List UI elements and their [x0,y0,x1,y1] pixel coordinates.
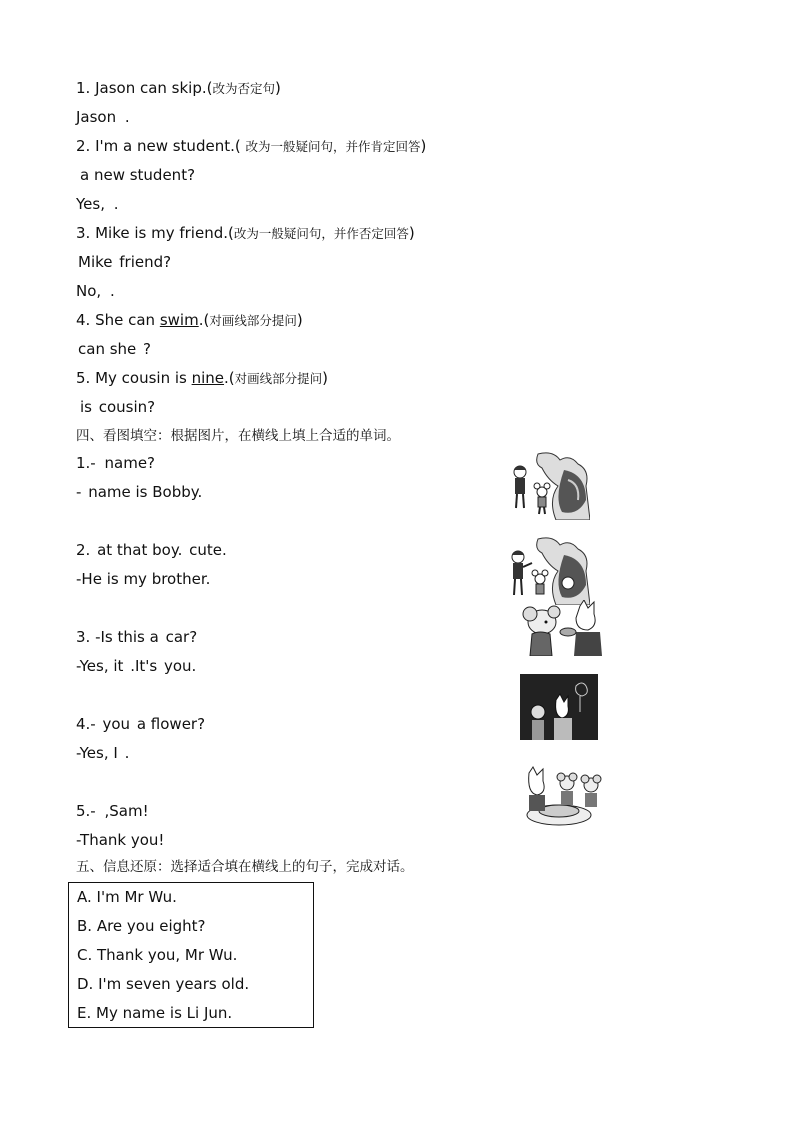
q5-answer: is cousin? [80,398,156,416]
option-c: C. Thank you, Mr Wu. [77,946,238,964]
q1-answer: Jason . [76,108,130,126]
q4-answer: can she ? [78,340,151,358]
picture-4-children-at-blackboard [518,672,600,742]
picture-3-mouse-and-cat-with-toy-car [520,600,602,656]
picture-5-birthday-party [515,765,605,829]
p4-q5-line1: 5.- ,Sam! [76,802,149,820]
q2-answer-2: Yes, . [76,195,119,213]
p4-q1-line1: 1.- name? [76,454,156,472]
q3-answer-1: Mike friend? [78,253,172,271]
option-d: D. I'm seven years old. [77,975,250,993]
p4-q5-line2: -Thank you! [76,831,165,849]
picture-2-boy-and-mouse-by-tree [498,535,590,605]
section-5-heading: 五、信息还原：选择适合填在横线上的句子，完成对话。 [76,859,414,875]
section-4-heading: 四、看图填空：根据图片，在横线上填上合适的单词。 [76,428,400,444]
p4-q2-line1: 2. at that boy. cute. [76,541,227,559]
q3-prompt: 3. Mike is my friend.(改为一般疑问句，并作否定回答) [76,224,415,242]
option-a: A. I'm Mr Wu. [77,888,177,906]
q4-prompt: 4. She can swim.(对画线部分提问) [76,311,303,329]
p4-q3-line1: 3. -Is this a car? [76,628,198,646]
p4-q1-line2: - name is Bobby. [76,483,203,501]
q3-answer-2: No, . [76,282,115,300]
p4-q4-line2: -Yes, I . [76,744,130,762]
p4-q3-line2: -Yes, it .It's you. [76,657,197,675]
picture-1-boy-and-mouse-by-tree [498,450,590,520]
q5-prompt: 5. My cousin is nine.(对画线部分提问) [76,369,329,387]
q2-answer-1: a new student? [80,166,196,184]
options-box [68,882,314,1028]
option-b: B. Are you eight? [77,917,206,935]
q2-prompt: 2. I'm a new student.( 改为一般疑问句，并作肯定回答) [76,137,427,155]
option-e: E. My name is Li Jun. [77,1004,233,1022]
q1-prompt: 1. Jason can skip.(改为否定句) [76,79,281,97]
p4-q2-line2: -He is my brother. [76,570,211,588]
p4-q4-line1: 4.- you a flower? [76,715,206,733]
